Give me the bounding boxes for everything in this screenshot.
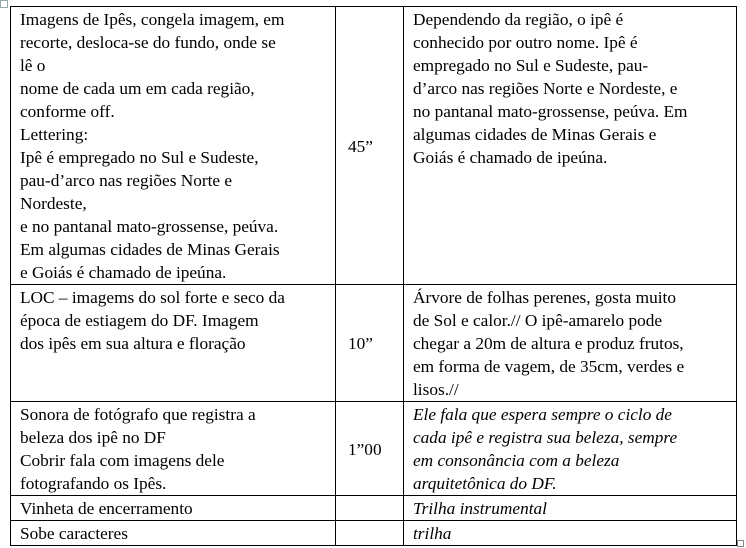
description-line: época de estiagem do DF. Imagem <box>20 311 259 330</box>
duration-cell[interactable] <box>336 285 404 402</box>
audio-text-cell[interactable] <box>404 496 737 521</box>
description-line: pau-d’arco nas regiões Norte e <box>20 171 233 190</box>
description-line: Nordeste, <box>20 194 87 213</box>
description-line: Em algumas cidades de Minas Gerais <box>20 240 280 259</box>
description-line: e no pantanal mato-grossense, peúva. <box>20 217 279 236</box>
audio-line: algumas cidades de Minas Gerais e <box>413 125 657 144</box>
duration-cell[interactable] <box>336 7 404 285</box>
video-description-cell[interactable] <box>11 496 336 521</box>
audio-line: d’arco nas regiões Norte e Nordeste, e <box>413 79 678 98</box>
description-line: conforme off. <box>20 102 115 121</box>
video-description-cell[interactable] <box>11 402 336 496</box>
description-line: recorte, desloca-se do fundo, onde se <box>20 33 276 52</box>
table-row <box>11 402 737 496</box>
audio-line: chegar a 20m de altura e produz frutos, <box>413 334 684 353</box>
table-row <box>11 7 737 285</box>
description-line: lê o <box>20 56 46 75</box>
audio-line: em consonância com a beleza <box>413 451 620 470</box>
table-row <box>11 496 737 521</box>
video-description-cell[interactable] <box>11 7 336 285</box>
duration-text: 10” <box>348 334 373 353</box>
audio-line: arquitetônica do DF. <box>413 474 557 493</box>
duration-cell[interactable] <box>336 496 404 521</box>
description-line: e Goiás é chamado de ipeúna. <box>20 263 227 282</box>
audio-line: cada ipê e registra sua beleza, sempre <box>413 428 678 447</box>
audio-line: em forma de vagem, de 35cm, verdes e <box>413 357 685 376</box>
duration-text: 45” <box>348 136 373 156</box>
audio-line: lisos.// <box>413 380 459 399</box>
audio-text-cell[interactable] <box>404 7 737 285</box>
audio-line: Ele fala que espera sempre o ciclo de <box>413 405 672 424</box>
audio-text-cell[interactable] <box>404 285 737 402</box>
description-line: Vinheta de encerramento <box>20 499 193 518</box>
table-move-handle[interactable] <box>0 0 8 8</box>
description-line: Ipê é empregado no Sul e Sudeste, <box>20 148 259 167</box>
duration-text: 1”00 <box>348 439 382 459</box>
duration-cell[interactable] <box>336 402 404 496</box>
audio-line: empregado no Sul e Sudeste, pau- <box>413 56 649 75</box>
audio-line: Goiás é chamado de ipeúna. <box>413 148 608 167</box>
description-line: nome de cada um em cada região, <box>20 79 255 98</box>
audio-line: de Sol e calor.// O ipê-amarelo pode <box>413 311 663 330</box>
audio-text-cell[interactable] <box>404 521 737 546</box>
duration-cell[interactable] <box>336 521 404 546</box>
description-line: Cobrir fala com imagens dele <box>20 451 225 470</box>
audio-line: trilha <box>413 524 452 543</box>
table-resize-handle[interactable] <box>737 540 744 547</box>
description-line: Sobe caracteres <box>20 524 128 543</box>
audio-line: Dependendo da região, o ipê é <box>413 10 624 29</box>
video-description-cell[interactable] <box>11 521 336 546</box>
description-line: Sonora de fotógrafo que registra a <box>20 405 256 424</box>
audio-line: no pantanal mato-grossense, peúva. Em <box>413 102 688 121</box>
audio-line: conhecido por outro nome. Ipê é <box>413 33 638 52</box>
description-line: beleza dos ipê no DF <box>20 428 166 447</box>
description-line: Lettering: <box>20 125 89 144</box>
description-line: LOC – imagems do sol forte e seco da <box>20 288 285 307</box>
audio-text-cell[interactable] <box>404 402 737 496</box>
audio-line: Trilha instrumental <box>413 499 547 518</box>
table-row <box>11 285 737 402</box>
audio-line: Árvore de folhas perenes, gosta muito <box>413 288 676 307</box>
script-table <box>10 6 737 546</box>
description-line: Imagens de Ipês, congela imagem, em <box>20 10 285 29</box>
description-line: fotografando os Ipês. <box>20 474 167 493</box>
table-row <box>11 521 737 546</box>
description-line: dos ipês em sua altura e floração <box>20 334 246 353</box>
video-description-cell[interactable] <box>11 285 336 402</box>
